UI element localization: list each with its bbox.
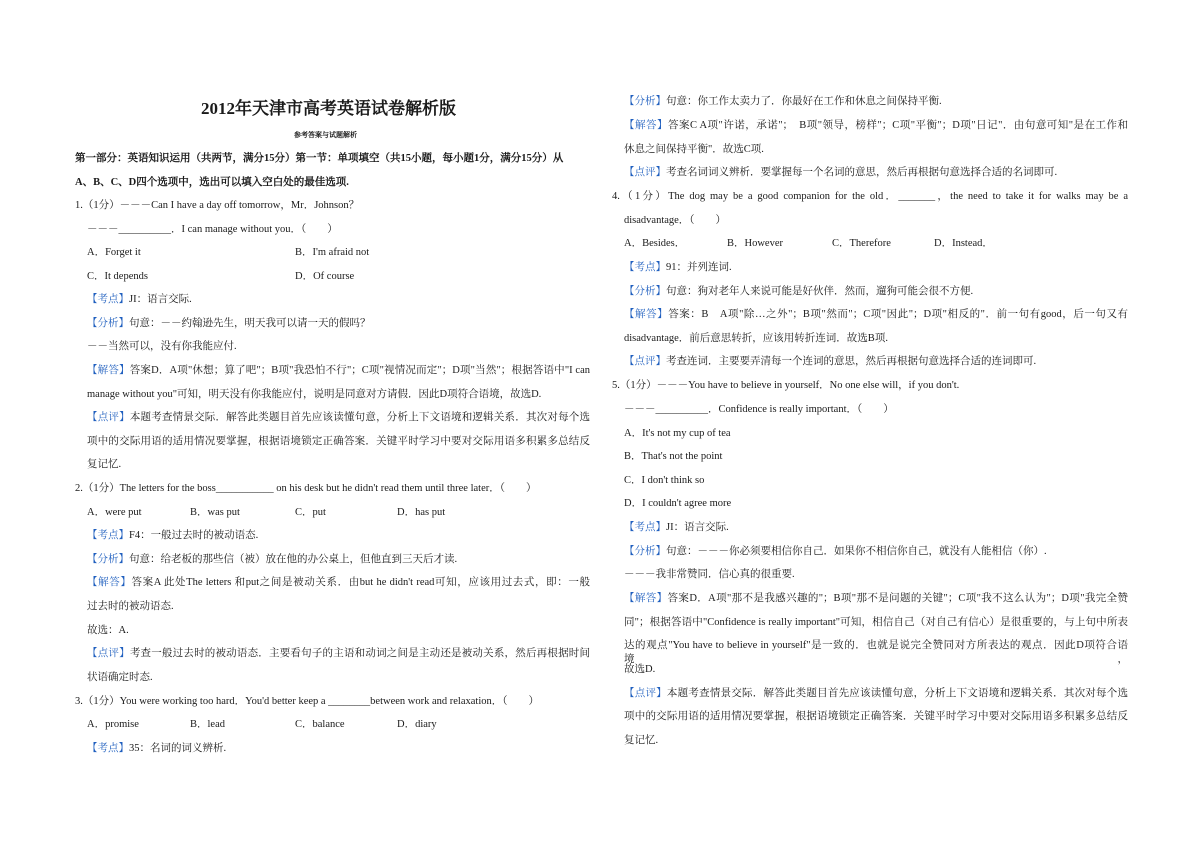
dianping-label: 【点评】 [624,688,667,699]
q2-kaodian-text: F4：一般过去时的被动语态. [129,530,259,541]
q1-jieda-2: manage without you"可知，明天没有你我能应付，说明是同意对方请假．因此D项符合语境，故选D. [87,389,542,400]
jieda-label: 【解答】 [624,120,668,131]
q2-jieda-3: 故选：A. [87,625,129,636]
jieda-label: 【解答】 [87,577,132,588]
q4-option-a: A．Besides． [624,238,686,249]
q4-fenxi [624,285,973,299]
q1-dianping-2: 项中的交际用语的适用情况要掌握，根据语境锁定正确答案．关键平时学习中要对交际用语多积累多总结反 [87,436,590,447]
dianping-label: 【点评】 [624,167,666,178]
q2-option-b: B．was put [190,507,240,518]
q1-fenxi [87,317,371,331]
q3-jieda [624,119,1128,133]
q3-kaodian-text: 35：名词的词义辨析. [129,743,227,754]
q3-jieda-2: 休息之间保持平衡"．故选C项. [624,144,764,155]
q3-kaodian [87,742,226,756]
q4-dianping-text: 考查连词．主要要弄清每一个连词的意思，然后再根据句意选择合适的连词即可. [666,356,1037,367]
q3-option-c: C．balance [295,719,345,730]
q5-jieda-text: 答案D．A项"那不是我感兴趣的"；B项"那不是问题的关键"；C项"我不这么认为"；D项"我完全赞 [667,593,1129,604]
q2-jieda-text: 答案A 此处The letters 和put之间是被动关系．由but he didn't read可知，应该用过去式，即：一般 [131,577,590,588]
q2-fenxi [87,553,457,567]
q5-jieda-3: 达的观点"You have to believe in yourself"是一致的．也就是说完全赞同对方所表达的观点．因此D项符合语境， [624,640,1128,665]
q5-jieda-4: 故选D. [624,664,656,675]
q4-jieda-text: 答案：B A项"除…之外"；B项"然而"；C项"因此"；D项"相反的"．前一句有good，后一句又有 [668,309,1128,320]
q3-option-d: D．diary [397,719,437,730]
q4-dianping [624,355,1036,369]
q2-option-c: C．put [295,507,326,518]
q5-option-d: D．I couldn't agree more [624,498,732,509]
q5-fenxi [624,545,1047,559]
jieda-label: 【解答】 [87,365,130,376]
kaodian-label: 【考点】 [624,262,666,273]
q4-jieda-2: disadvantage．前后意思转折，应该用转折连词．故选B项. [624,333,888,344]
q5-fenxi-text: 句意：－－－你必须要相信你自己．如果你不相信你自己，就没有人能相信（你）. [666,546,1047,557]
q4-option-d: D．Instead． [934,238,993,249]
q3-stem: 3.（1分）You were working too hard．You'd better keep a ________between work and relaxation．（ ） [75,696,540,707]
q1-dianping [87,411,590,425]
q1-kaodian [87,293,192,307]
q2-jieda-2: 过去时的被动语态. [87,601,174,612]
q1-option-c: C．It depends [87,271,148,282]
kaodian-label: 【考点】 [87,530,129,541]
q1-dianping-text: 本题考查情景交际．解答此类题目首先应该读懂句意，分析上下文语境和逻辑关系．其次对每个选 [129,412,591,423]
fenxi-label: 【分析】 [624,286,666,297]
q5-dianping-text: 本题考查情景交际．解答此类题目首先应该读懂句意，分析上下文语境和逻辑关系．其次对每个选 [666,688,1129,699]
q1-dianping-3: 复记忆. [87,459,122,470]
q5-dianping-2: 项中的交际用语的适用情况要掌握，根据语境锁定正确答案．关键平时学习中要对交际用语多积累多总结反 [624,711,1128,722]
dianping-label: 【点评】 [87,412,130,423]
q5-option-c: C．I don't think so [624,475,705,486]
q3-fenxi-text: 句意：你工作太卖力了．你最好在工作和休息之间保持平衡. [666,96,942,107]
q3-option-a: A．promise [87,719,139,730]
q5-kaodian [624,521,729,535]
jieda-label: 【解答】 [624,593,668,604]
q4-fenxi-text: 句意：狗对老年人来说可能是好伙伴．然而，遛狗可能会很不方便. [666,286,974,297]
q5-fenxi-2: －－－我非常赞同．信心真的很重要. [624,569,795,580]
kaodian-label: 【考点】 [87,294,129,305]
q1-stem-2: －－－__________．I can manage without you．（ ） [87,224,338,235]
q3-dianping-text: 考查名词词义辨析．要掌握每一个名词的意思，然后再根据句意选择合适的名词即可. [666,167,1058,178]
kaodian-label: 【考点】 [87,743,129,754]
q2-dianping-text: 考查一般过去时的被动语态．主要看句子的主语和动词之间是主动还是被动关系，然后再根据时间 [129,648,591,659]
dianping-label: 【点评】 [87,648,130,659]
q2-option-a: A．were put [87,507,142,518]
q3-dianping [624,166,1057,180]
q5-option-a: A．It's not my cup of tea [624,428,731,439]
q4-kaodian [624,261,732,275]
fenxi-label: 【分析】 [624,96,666,107]
q3-option-b: B．lead [190,719,225,730]
q1-fenxi-text: 句意：－－约翰逊先生，明天我可以请一天的假吗？ [129,318,371,329]
q4-stem: 4.（1分）The dog may be a good companion for the old．_______，the need to take it for walks may be a [612,191,1128,202]
dianping-label: 【点评】 [624,356,666,367]
q5-option-b: B．That's not the point [624,451,723,462]
kaodian-label: 【考点】 [624,522,666,533]
q1-jieda [87,364,590,378]
jieda-label: 【解答】 [624,309,669,320]
q4-option-c: C．Therefore [832,238,891,249]
q5-dianping-3: 复记忆. [624,735,659,746]
q1-kaodian-text: JI：语言交际. [129,294,192,305]
section-heading-line2: A、B、C、D四个选项中，选出可以填入空白处的最佳选项. [75,177,349,188]
page-title: 2012年天津市高考英语试卷解析版 [201,99,456,118]
q4-jieda [624,308,1128,322]
q3-fenxi [624,95,942,109]
q5-kaodian-text: JI：语言交际. [666,522,729,533]
q1-fenxi-2: －－当然可以，没有你我能应付. [87,341,237,352]
q2-jieda [87,576,590,590]
q5-stem-2: －－－__________．Confidence is really important．（ ） [624,404,894,415]
q5-dianping [624,687,1128,701]
fenxi-label: 【分析】 [87,554,129,565]
q5-stem: 5.（1分）－－－You have to believe in yourself．No one else will，if you don't. [612,380,960,391]
q1-option-a: A．Forget it [87,247,141,258]
q2-option-d: D．has put [397,507,446,518]
q1-option-d: D．Of course [295,271,355,282]
q2-kaodian [87,529,258,543]
q4-kaodian-text: 91：并列连词. [666,262,732,273]
q2-fenxi-text: 句意：给老板的那些信（被）放在他的办公桌上，但他直到三天后才读. [129,554,458,565]
q2-dianping [87,647,590,661]
fenxi-label: 【分析】 [87,318,129,329]
q1-jieda-text: 答案D．A项"休想；算了吧"；B项"我恐怕不行"；C项"视情况而定"；D项"当然"；根据答语中"I can [129,365,591,376]
q3-jieda-text: 答案C A项"许诺，承诺"； B项"领导，榜样"；C项"平衡"；D项"日记"．由句意可知"是在工作和 [667,120,1129,131]
q1-stem: 1.（1分）－－－Can I have a day off tomorrow，Mr．Johnson？ [75,200,360,211]
fenxi-label: 【分析】 [624,546,666,557]
q2-stem: 2.（1分）The letters for the boss___________ on his desk but he didn't read them until three later．（ ） [75,483,537,494]
page-subtitle: 参考答案与试题解析 [294,131,357,139]
q4-stem-2: disadvantage．（ ） [624,215,727,226]
q1-option-b: B．I'm afraid not [295,247,370,258]
q2-dianping-2: 状语确定时态. [87,672,153,683]
q5-jieda [624,592,1128,606]
section-heading-line1: 第一部分：英语知识运用（共两节，满分15分）第一节：单项填空（共15小题，每小题1分，满分15分）从 [75,153,564,164]
q5-jieda-2: 同"；根据答语中"Confidence is really important"可知，相信自己（对自己有信心）是很重要的，与上句中所表 [624,617,1128,628]
q4-option-b: B．However [727,238,783,249]
